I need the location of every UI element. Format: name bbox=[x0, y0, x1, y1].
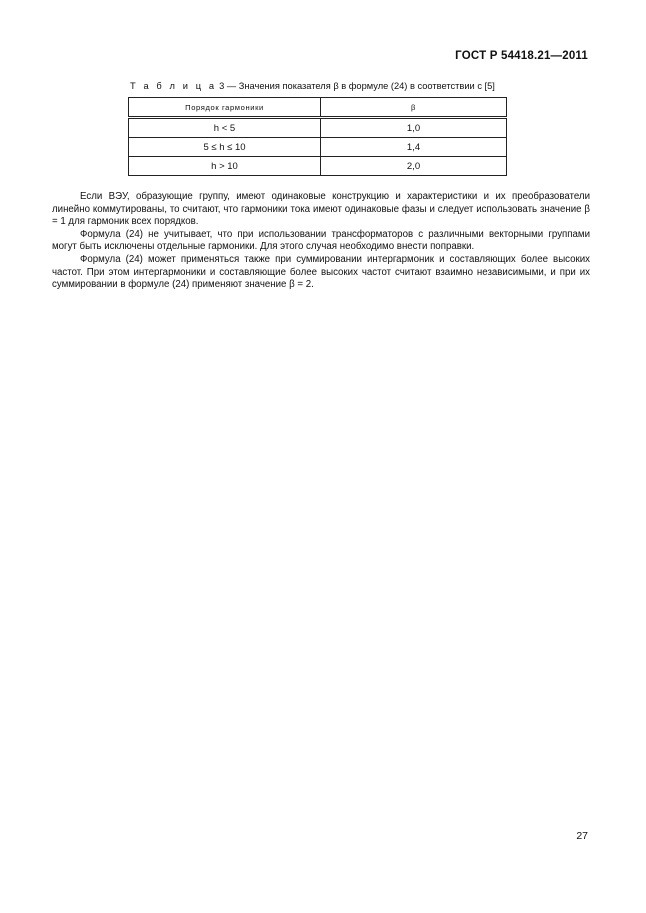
table-caption bbox=[130, 81, 495, 91]
table-row bbox=[129, 138, 507, 157]
table-header-row bbox=[129, 98, 507, 118]
table-cell-harmonic-order: 5 ≤ h ≤ 10 bbox=[129, 138, 321, 157]
body-text bbox=[52, 191, 590, 292]
table-row bbox=[129, 157, 507, 176]
beta-values-table bbox=[128, 97, 507, 176]
table-cell-harmonic-order: h < 5 bbox=[129, 118, 321, 138]
table-cell-beta: 2,0 bbox=[321, 157, 507, 176]
page-number: 27 bbox=[576, 830, 588, 842]
column-header-beta: β bbox=[321, 98, 507, 118]
paragraph: Формула (24) не учитывает, что при использовании трансформаторов с различными векторными группами могут быть исключены отдельные гармоники. Для этого случая необходимо внести поправки. bbox=[52, 228, 590, 253]
table-cell-beta: 1,0 bbox=[321, 118, 507, 138]
table-cell-harmonic-order: h > 10 bbox=[129, 157, 321, 176]
standard-code-header: ГОСТ Р 54418.21—2011 bbox=[455, 50, 588, 62]
paragraph: Формула (24) может применяться также при суммировании интергармоник и составляющих более высоких частот. При этом интергармоники и составляющие более высоких частот считают взаимно независимыми, и при их суммировании в формуле (24) применяют значение β = 2. bbox=[52, 253, 590, 291]
table-caption-prefix: Т а б л и ц а bbox=[130, 81, 217, 91]
paragraph: Если ВЭУ, образующие группу, имеют одинаковые конструкцию и характеристики и их преобразователи линейно коммутированы, то считают, что гармоники тока имеют одинаковые фазы и следует использовать значение β = 1 для гармоник всех порядков. bbox=[52, 191, 590, 228]
table-caption-text: 3 — Значения показателя β в формуле (24) в соответствии с [5] bbox=[216, 81, 495, 91]
column-header-harmonic-order: Порядок гармоники bbox=[129, 98, 321, 118]
table-cell-beta: 1,4 bbox=[321, 138, 507, 157]
table-row bbox=[129, 118, 507, 138]
